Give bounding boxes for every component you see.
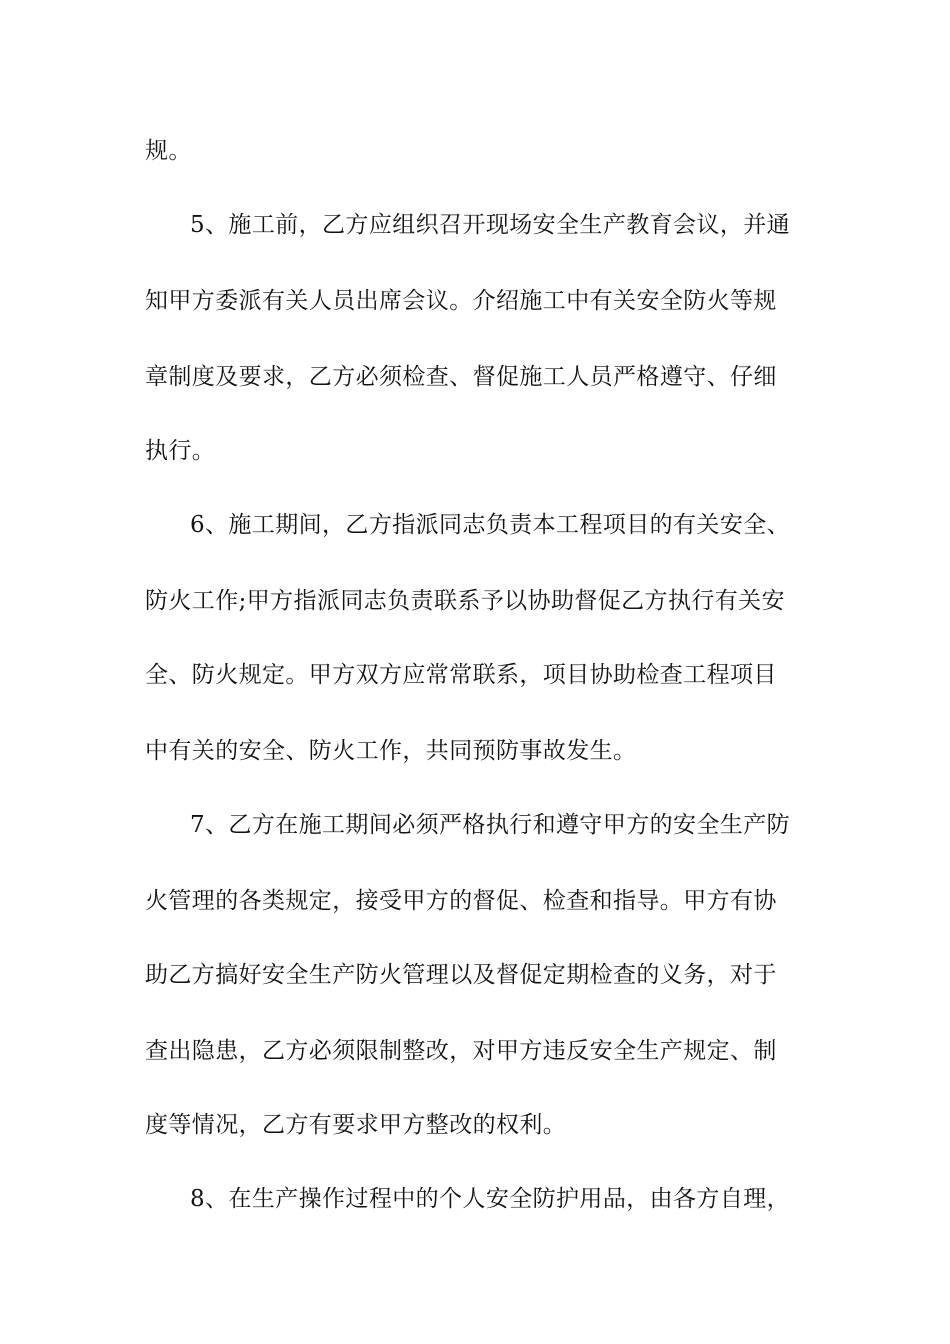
text-line: 知甲方委派有关人员出席会议。介绍施工中有关安全防火等规 [145,288,777,314]
text-line: 规。 [145,138,192,164]
text-line: 助乙方搞好安全生产防火管理以及督促定期检查的义务，对于 [145,962,777,988]
text-line: 8、在生产操作过程中的个人安全防护用品，由各方自理， [190,1186,791,1212]
text-line: 章制度及要求，乙方必须检查、督促施工人员严格遵守、仔细 [145,364,777,390]
text-line: 中有关的安全、防火工作，共同预防事故发生。 [145,738,637,764]
text-line: 7、乙方在施工期间必须严格执行和遵守甲方的安全生产防 [190,812,791,838]
text-line: 度等情况，乙方有要求甲方整改的权利。 [145,1112,567,1138]
text-line: 全、防火规定。甲方双方应常常联系，项目协助检查工程项目 [145,662,777,688]
text-line: 查出隐患，乙方必须限制整改，对甲方违反安全生产规定、制 [145,1038,777,1064]
text-line: 防火工作;甲方指派同志负责联系予以协助督促乙方执行有关安 [145,588,785,614]
text-line: 6、施工期间，乙方指派同志负责本工程项目的有关安全、 [190,512,791,538]
text-line: 5、施工前，乙方应组织召开现场安全生产教育会议，并通 [190,212,791,238]
text-line: 执行。 [145,438,216,464]
text-line: 火管理的各类规定，接受甲方的督促、检查和指导。甲方有协 [145,888,777,914]
